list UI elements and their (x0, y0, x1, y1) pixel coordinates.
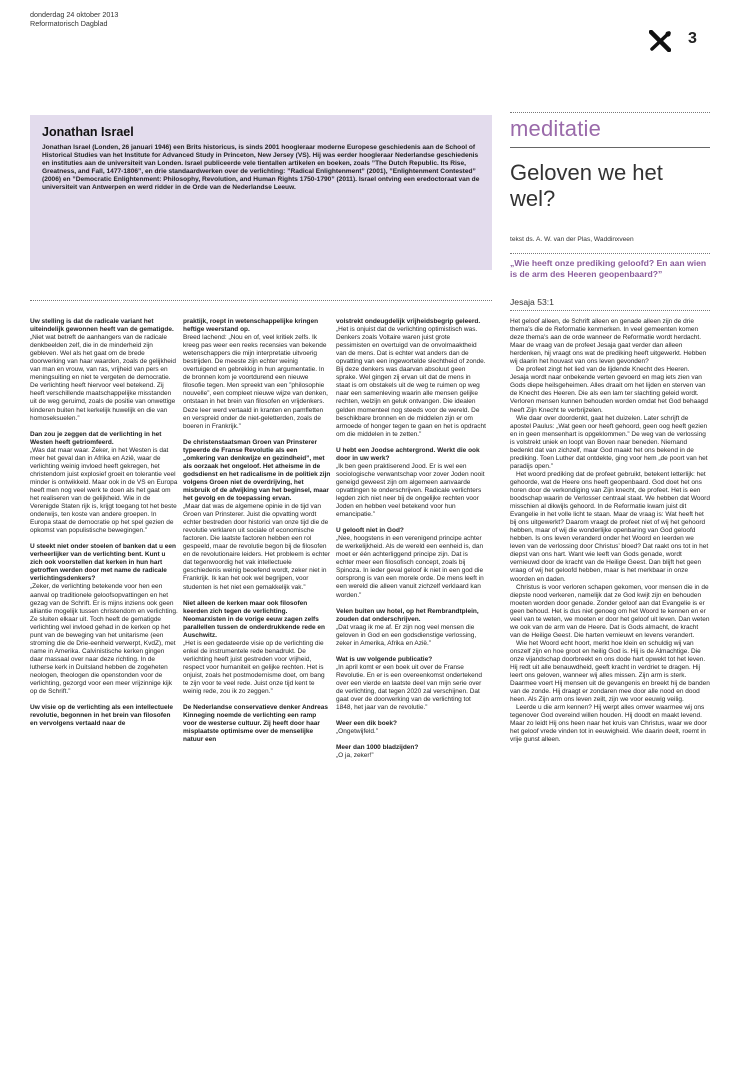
article-column-3 (336, 318, 486, 760)
section-rule (510, 147, 710, 148)
interview-question: Uw visie op de verlichting als een intellectuele revolutie, begonnen in het brein van filosofen en vervolgens vertaald naar de (30, 704, 174, 728)
meditation-body (510, 318, 710, 744)
interview-answer: „Het is onjuist dat de verlichting optimistisch was. Denkers zoals Voltaire waren juist grote pessimisten en overtuigd van de onvolmaaktheid van de mens. Dat is echter wat anders dan de opvatting van een ingewortelde slechtheid of zonde. Bij deze denkers was daarvan absoluut geen sprake. Wel gingen zij ervan uit dat de mens in staat is om obstakels uit de weg te ruimen op weg naar een samenleving waarin alle mensen gelijke rechten, welzijn en geluk ontvangen. Die idealen gelden momenteel nog steeds voor de wereld. De beschikbare bronnen en de middelen zijn er om armoede of honger tegen te gaan en het is opdracht om die middelen in te zetten.” (336, 326, 486, 438)
bio-text: Jonathan Israel (Londen, 26 januari 1946) een Brits historicus, is sinds 2001 hoogleraar moderne Europese geschiedenis aan de School of Historical Studies van het Institute for Advanced Study in Princeton, New Jersey (VS). Hij was eerder hoogleraar Nederlandse geschiedenis en instituties aan de universiteit van Londen. Israel publiceerde vele tientallen artikelen en boeken, zoals ”The Dutch Republic. Its Rise, Greatness, and Fall, 1477-1806”, en drie standaardwerken over de verlichting: ”Radical Enlightenment” (2001), ”Enlightenment Contested” (2006) en ”Democratic Enlightenment: Philosophy, Revolution, and Human Rights 1750-1790” (2011). Israel ontving een eredoctoraat van de universiteit van Antwerpen en werd ridder in de Orde van de Nederlandse Leeuw. (42, 144, 480, 192)
paragraph-gap (183, 431, 331, 439)
interview-question: De Nederlandse conservatieve denker Andreas Kinneging noemde de verlichting een ramp voor de westerse cultuur. Zij heeft door haar misplaatste optimisme over de menselijke natuur een (183, 704, 328, 744)
interview-question: U steekt niet onder stoelen of banken dat u een verheerlijker van de verlichting bent. Kunt u zich ook voorstellen dat kerken in hun hart getroffen werden door met name de radicale verlichtingsdenkers? (30, 543, 176, 583)
paragraph-gap (336, 712, 486, 720)
interview-answer: „Het is een gedateerde visie op de verlichting die enkel de instrumentele rede benadrukt. De verlichting heeft juist gestreden voor vrijheid, respect voor humaniteit en gelijke rechten. Het is onjuist, zoals het postmodernisme doet, om bang te zijn voor te veel rede. Juist onze tijd kent te weinig rede, zou ik zo zeggen.” (183, 639, 325, 696)
article-column-2 (183, 318, 331, 744)
header-paper: Reformatorisch Dagblad (30, 19, 108, 28)
meditation-title: Geloven we het wel? (510, 160, 663, 211)
interview-answer: „Niet wat betreft de aanhangers van de radicale denkbeelden zelf, die in de minderheid zijn gebleven. Wel als het gaat om de brede doorwerking van haar waarden, zoals de gelijkheid van man en vrouw, van ras, vrijheid van pers en meningsuiting en niet te vergeten de democratie. De verlichting heeft hiervoor veel betekend. Zij heeft verschillende maatschappelijke misstanden uit de weg geruimd, zoals de positie van onwettige kinderen buiten het kerkelijk huwelijk en die van homoseksuelen.” (30, 334, 176, 422)
interview-answer: „Maar dat was de algemene opinie in de tijd van Groen van Prinsterer. Juist die opvatting wordt echter bestreden door historici van onze tijd die de revolutie verklaren uit sociale of economische factoren. Die laatste factoren hebben een rol gespeeld, maar de revolutie begon bij de filosofen en de revolutionaire leiders. Het probleem is echter dat tegenwoordig het vak intellectuele geschiedenis weinig beoefend wordt, zeker niet in Frankrijk. Ik kan het ook wel begrijpen, voor studenten is het niet een gemakkelijk vak.” (183, 503, 331, 591)
interview-question: Dan zou je zeggen dat de verlichting in het Westen heeft getriomfeerd. (30, 430, 162, 446)
interview-answer: „Was dat maar waar. Zeker, in het Westen is dat meer het geval dan in Afrika en Azië, waar de verlichting weinig invloed heeft gekregen, het christendom juist explosief groeit en tolerantie veel minder is ontwikkeld. Maar ook in de VS en Europa heeft men nog veel werk te doen als het gaat om het realiseren van de gelijkheid. Wie in de Verenigde Staten rijk is, krijgt toegang tot het beste onderwijs, ten koste van andere groepen. In Europa staat de democratie op het spel gezien de opkomst van populistische bewegingen.” (30, 446, 178, 535)
interview-answer: „Dat vraag ik me af. Er zijn nog veel mensen die geloven in God en een godsdienstige verlossing, zeker in Amerika, Afrika en Azië.” (336, 623, 477, 647)
meditation-paragraph: Wie daar over doordenkt, gaat het duizelen. Later schrijft de apostel Paulus: „Wat geen oor heeft gehoord, geen oog heeft gezien en in geen mensenhart is opgeklommen.” De weg van de verlossing is volstrekt uniek en loopt van Boven naar beneden. Niemand bedenkt dat van zichzelf, maar God maakt het ons bekend in de prediking. Toen Luther dat ontdekte, ging voor hem „de poort van het paradijs open.” (510, 414, 708, 470)
interview-question: De christenstaatsman Groen van Prinsterer typeerde de Franse Revolutie als een „omkering van denkwijze en gezindheid”, met als oorzaak het ongeloof. Het atheisme in de godsdienst en het radicalisme in de politiek zijn volgens Groen niet de overdrijving, het misbruik of de afwijking van het beginsel, maar het gevolg en de toepassing ervan. (183, 438, 331, 502)
author-line: tekst ds. A. W. van der Plas, Waddinxveen (510, 236, 634, 243)
paragraph-gap (336, 648, 486, 656)
interview-question: Meer dan 1000 bladzijden? (336, 744, 419, 752)
meditation-paragraph: Wie het Woord echt hoort, merkt hoe klein en schuldig wij van onszelf zijn en hoe groot en heilig God is. Hij is de Almachtige. Die onze vijandschap doorbreekt en ons dode hart opwekt tot het leven. Hij redt uit alle benauwdheid, geeft kracht in verdriet te dragen. Hij leert ons geloven, wanneer wij alles missen. Zijn arm is sterk. Daarmee voert Hij mensen uit de gevangenis en breekt hij de banden van de zonde. Hij draagt er zondaren mee door alle nood en dood heen. Als Zijn arm ons leven zeilt, zijn we voor eeuwig veilig. (510, 639, 710, 704)
article-column-1 (30, 318, 178, 728)
newspaper-logo-icon (649, 30, 671, 52)
paragraph-gap (30, 535, 178, 543)
verse-reference: Jesaja 53:1 (510, 297, 554, 307)
meditation-paragraph: Het geloof alleen, de Schrift alleen en genade alleen zijn de drie thema’s die de Reformatie kenmerken. In veel gemeenten komen deze thema’s aan de orde wanneer de Reformatie wordt herdacht. Maar de vraag van de profeet Jesaja gaat verder dan alleen herdenken, hij vraagt ons wat de prediking heeft uitgewerkt. Hebben wij daarin het houvast van ons leven gevonden? (510, 318, 707, 366)
interview-question: Velen buiten uw hotel, op het Rembrandtplein, zouden dat onderschrijven. (336, 607, 479, 623)
interview-answer: „In april komt er een boek uit over de Franse Revolutie. En er is een overeenkomst ondertekend over een vierde en laatste deel van mijn serie over de verlichting, dat tegen 2020 zal verschijnen. Dat gaat over de doorwerking van de verlichting tot 1848, het jaar van de revolutie.” (336, 663, 482, 712)
interview-question: volstrekt ondeugdelijk vrijheidsbegrip geleerd. (336, 318, 481, 325)
page-number: 3 (688, 30, 697, 47)
interview-answer: „Ongetwijfeld.” (336, 728, 378, 736)
bio-box (30, 115, 492, 270)
interview-question: Wat is uw volgende publicatie? (336, 655, 433, 663)
section-label: meditatie (510, 116, 602, 141)
interview-answer: „O ja, zeker!” (336, 752, 374, 760)
paragraph-gap (30, 696, 178, 704)
interview-question: Niet alleen de kerken maar ook filosofen keerden zich tegen de verlichting. Neomarxisten in de vorige eeuw zagen zelfs parallellen tussen de onderdrukkende rede en Auschwitz. (183, 599, 325, 639)
bible-verse: „Wie heeft onze prediking geloofd? En aan wien is de arm des Heeren geopenbaard?” (510, 258, 707, 279)
header-date: donderdag 24 oktober 2013 (30, 10, 119, 19)
paragraph-gap (336, 439, 486, 447)
interview-question: Weer een dik boek? (336, 720, 397, 728)
interview-question: Uw stelling is dat de radicale variant het uiteindelijk gewonnen heeft van de gematigde. (30, 318, 174, 334)
divider-dotted (30, 300, 492, 301)
interview-answer: Breed lachend: „Nou en of, veel kritiek zelfs. Ik kreeg pas weer een reeks recensies van bekende wetenschappers die mijn interpretatie uitvoerig bestrijden. De meeste zijn echter weinig overtuigend en gebrekkig in hun argumentatie. In de bronnen kom je voortdurend een nieuwe filosofie tegen. Men spreekt van een ”philosophie nouvelle”, een compleet nieuwe wijze van denken, ontstaan in het brein van filosofen en vrijdenkers. Deze leer werd vertaald in kranten en pamfletten en verspreid onder de niet-geletterden, zoals de boeren in Frankrijk.” (183, 334, 328, 430)
paragraph-gap (336, 519, 486, 527)
interview-answer: „Ik ben geen praktiserend Jood. Er is wel een sociologische verwantschap voor zover Joden nooit geneigd geweest zijn om algemeen aanvaarde opvattingen te onderschrijven. Radicale verlichters legden zich niet neer bij de ongelijke rechten voor Joden en hebben veel betekend voor hun emancipatie.” (336, 462, 485, 519)
page-header (30, 10, 118, 28)
divider-dotted (510, 310, 710, 311)
paragraph-gap (183, 592, 331, 600)
meditation-paragraph: Leerde u die arm kennen? Hij werpt alles omver waarmee wij ons tegenover God overeind willen houden. Hij doodt en maakt levend. Maar zo leidt Hij ons heen naar het kruis van Christus, waar we door het geloof vrede vinden tot in eeuwigheid. Wie daarin deelt, roemt in vrije gunst alleen. (510, 704, 707, 744)
paragraph-gap (30, 423, 178, 431)
paragraph-gap (336, 600, 486, 608)
meditation-paragraph: Het woord prediking dat de profeet gebruikt, betekent letterlijk: het gehoorde, wat de Heere ons heeft geopenbaard. God doet het ons horen door de verkondiging van Zijn knecht, de profeet. Het is een boodschap waarin de Verlosser centraal staat. We hebben dat Woord misschien al dikwijls gehoord. In de Reformatie kwam juist dit Evangelie in het volle licht te staan. Maar de vraag is: Wat heeft het bij ons uitgewerkt? Daarom vraagt de profeet niet of wij het gehoord hebben, maar of wij die wonderlijke openbaring van God geloofd hebben. Is ons leven veranderd onder het Woord en leerden we leven van de verlossing door Christus’ bloed? Dat raakt ons tot in het diepst van ons hart. Want wie leeft van Gods genade, wordt vernieuwd door de kracht van de Heilige Geest. Dan blijft het geen vraag of wij het geloofd hebben, maar is het merkbaar in onze woorden en daden. (510, 470, 710, 583)
meditation-paragraph: Christus is voor verloren schapen gekomen, voor mensen die in de diepste nood verkeren, namelijk dat ze God kwijt zijn en behouden moeten worden door genade. Zonder geloof aan dat Evangelie is er geen behoud. Het is dus niet genoeg om het Woord te kennen en er veel van te weten, we moeten er door het geloof uit leven. Dan weten we ook van de arm van de Heere. Dat is Gods almacht, de kracht van de Heilige Geest. Die harten vernieuwt en levens verandert. (510, 583, 710, 639)
meditation-paragraph: De profeet zingt het lied van de lijdende Knecht des Heeren. Jesaja wordt naar onbekende verten gevoerd en mag iets zien van Gods diepe heilsgeheimen. Alles draait om het lijden en sterven van de Knecht des Heeren. Die als een lam ter slachting geleid wordt. Verloren mensen kunnen behouden worden omdat het God behaagd heeft Zijn Knecht te verbrijzelen. (510, 366, 709, 414)
paragraph-gap (183, 696, 331, 704)
divider-dotted (510, 253, 710, 254)
divider-dotted (510, 112, 710, 113)
interview-question: U hebt een Joodse achtergrond. Werkt die ook door in uw werk? (336, 446, 480, 462)
interview-question: praktijk, roept in wetenschappelijke kringen heftige weerstand op. (183, 318, 319, 334)
interview-answer: „Nee, hoogstens in een verenigend principe achter de werkelijkheid. Als de wereld een eenheid is, dan moet er één achterliggend principe zijn. Dat is echter meer een filosofisch concept, zoals bij Spinoza. In ieder geval geloof ik niet in een god die oorsprong is van een morele orde. De mens leeft in een wereld die alleen vanuit zichzelf verklaard kan worden.” (336, 535, 484, 599)
paragraph-gap (336, 736, 486, 744)
interview-question: U gelooft niet in God? (336, 527, 404, 535)
bio-name: Jonathan Israel (42, 125, 134, 139)
interview-answer: „Zeker, de verlichting betekende voor hen een aanval op traditionele geloofsopvattingen en het gezag van de Schrift. Er is mijns inziens ook geen alliantie mogelijk tussen christendom en verlichting. Ze sluiten elkaar uit. Toch heeft de gematigde verlichting wel invloed gehad in de kerken op het punt van de beweging van het unitarisme (een stroming die de Drie-eenheid verwerpt, KvdZ), met name in Amerika. Calvinistische kerken gingen daar massaal over naar deze richting. In de lutherse kerk in Duitsland hebben de zogeheten neologen, theologen die openstonden voor de verlichting, gezorgd voor een meer vrijzinnige kijk op de Schrift.” (30, 583, 178, 696)
